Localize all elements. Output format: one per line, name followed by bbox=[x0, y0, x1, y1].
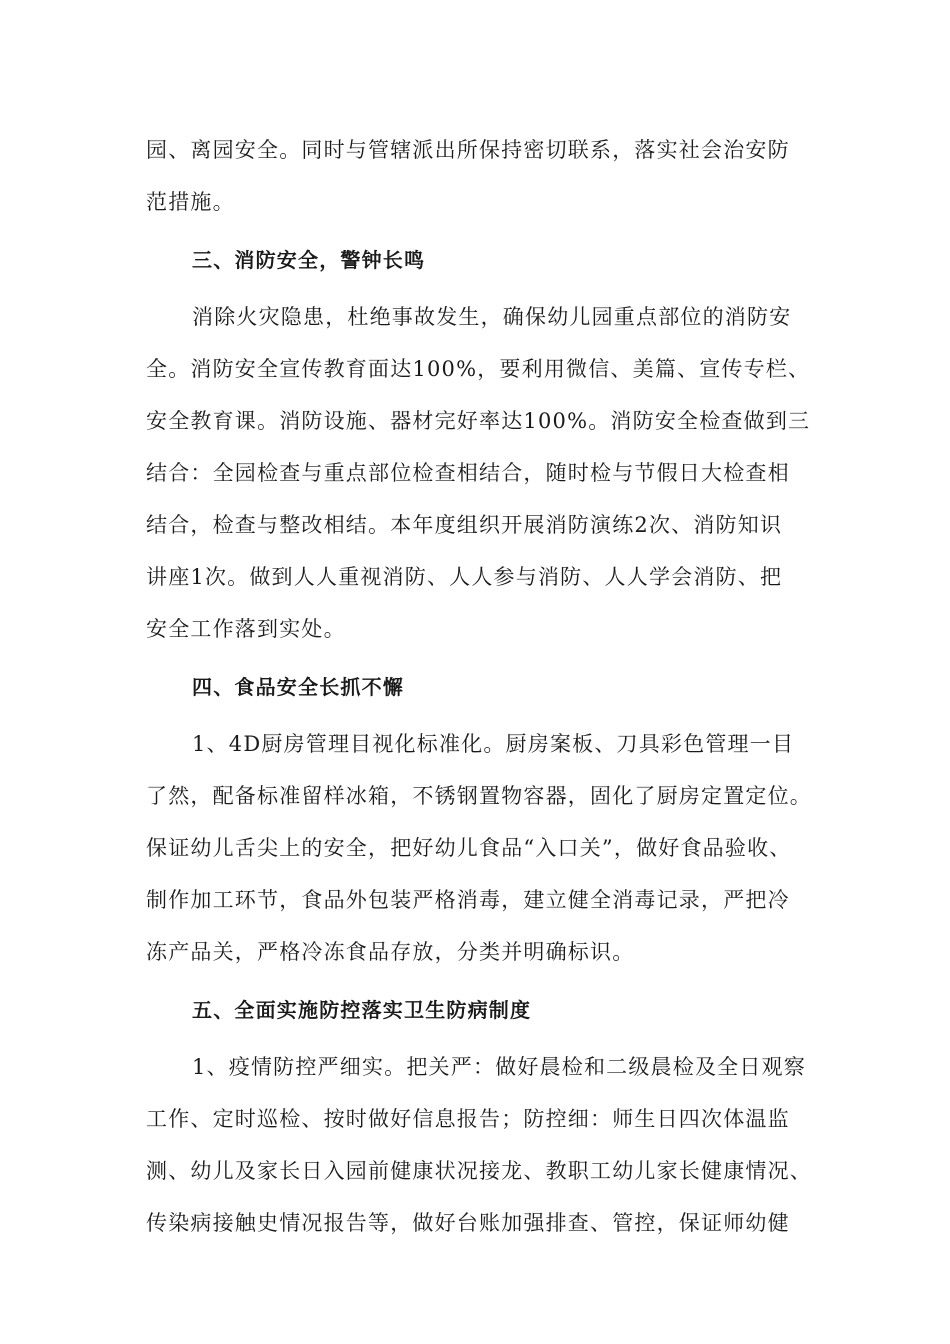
body-text-line: 了然，配备标准留样冰箱，不锈钢置物容器，固化了厨房定置定位。 bbox=[146, 784, 812, 808]
section-heading-4: 四、食品安全长抓不懈 bbox=[192, 675, 404, 699]
section-heading-3: 三、消防安全，警钟长鸣 bbox=[192, 248, 426, 272]
body-text-line: 1、4D厨房管理目视化标准化。厨房案板、刀具彩色管理一目 bbox=[192, 732, 795, 756]
body-text-line: 制作加工环节，食品外包装严格消毒，建立健全消毒记录，严把冷 bbox=[146, 888, 790, 912]
body-text-line: 园、离园安全。同时与管辖派出所保持密切联系，落实社会治安防 bbox=[146, 138, 790, 162]
body-text-line: 测、幼儿及家长日入园前健康状况接龙、教职工幼儿家长健康情况、 bbox=[146, 1159, 812, 1183]
body-text-line: 全。消防安全宣传教育面达100%，要利用微信、美篇、宣传专栏、 bbox=[146, 357, 811, 381]
body-text-line: 讲座1次。做到人人重视消防、人人参与消防、人人学会消防、把 bbox=[146, 565, 783, 589]
body-text-line: 安全工作落到实处。 bbox=[146, 617, 346, 641]
body-text-line: 1、疫情防控严细实。把关严：做好晨检和二级晨检及全日观察 bbox=[192, 1055, 806, 1079]
body-text-line: 范措施。 bbox=[146, 190, 235, 214]
body-text-line: 工作、定时巡检、按时做好信息报告；防控细：师生日四次体温监 bbox=[146, 1107, 790, 1131]
body-text-line: 保证幼儿舌尖上的安全，把好幼儿食品“入口关”，做好食品验收、 bbox=[146, 836, 792, 860]
body-text-line: 消除火灾隐患，杜绝事故发生，确保幼儿园重点部位的消防安 bbox=[192, 305, 792, 329]
body-text-line: 冻产品关，严格冷冻食品存放，分类并明确标识。 bbox=[146, 940, 635, 964]
body-text-line: 传染病接触史情况报告等，做好台账加强排查、管控，保证师幼健 bbox=[146, 1211, 790, 1235]
body-text-line: 结合，检查与整改相结。本年度组织开展消防演练2次、消防知识 bbox=[146, 513, 783, 537]
section-heading-5: 五、全面实施防控落实卫生防病制度 bbox=[192, 998, 532, 1022]
body-text-line: 结合：全园检查与重点部位检查相结合，随时检与节假日大检查相 bbox=[146, 461, 790, 485]
body-text-line: 安全教育课。消防设施、器材完好率达100%。消防安全检查做到三 bbox=[146, 409, 811, 433]
